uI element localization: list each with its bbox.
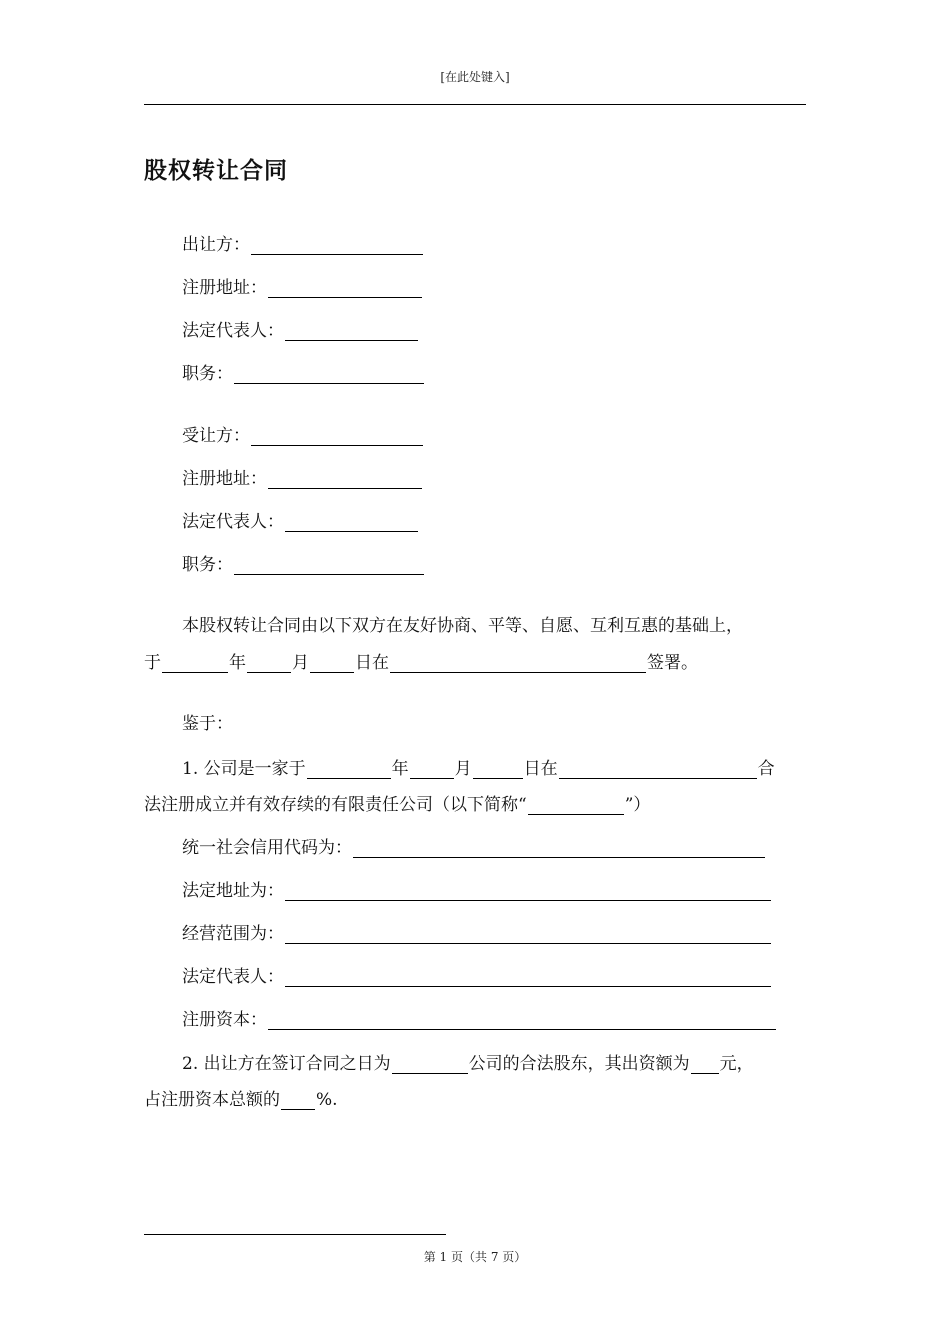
transferee-party-blank[interactable] [251,427,423,446]
item2-c: 元， [719,1054,754,1074]
item2-percent-blank[interactable] [281,1091,315,1110]
transferor-rep-label: 法定代表人： [182,321,284,341]
intro-prefix: 于 [144,653,161,673]
transferee-address-blank[interactable] [268,470,422,489]
legal-rep-row [182,967,772,987]
legal-address-row [182,881,772,901]
transferee-address-label: 注册地址： [182,469,267,489]
transferor-position-label: 职务： [182,364,233,384]
transferee-party-row [182,426,424,446]
intro-month-label: 月 [292,653,309,673]
intro-day-label: 日在 [355,653,389,673]
intro-day-blank[interactable] [310,654,354,673]
legal-address-blank[interactable] [285,882,771,901]
credit-code-blank[interactable] [353,839,765,858]
transferee-party-label: 受让方： [182,426,250,446]
page-header: [在此处键入] [440,70,510,84]
item2-b: 公司的合法股东，其出资额为 [468,1054,690,1074]
legal-address-label: 法定地址为： [182,881,284,901]
credit-code-label: 统一社会信用代码为： [182,838,352,858]
item1-tail: 合 [757,759,775,779]
transferee-rep-blank[interactable] [285,513,418,532]
transferor-party-row [182,235,424,255]
credit-code-row [182,838,766,858]
transferee-position-label: 职务： [182,555,233,575]
transferor-party-blank[interactable] [251,236,423,255]
item2-line2-a: 占注册资本总额的 [144,1090,280,1110]
whereas-item-1-line-2 [144,795,650,815]
intro-place-blank[interactable] [390,654,646,673]
item2-a: 2. 出让方在签订合同之日为 [182,1054,391,1074]
item1-day-blank[interactable] [473,760,523,779]
intro-month-blank[interactable] [247,654,291,673]
transferor-rep-blank[interactable] [285,322,418,341]
transferor-position-blank[interactable] [234,365,424,384]
intro-year-label: 年 [229,653,246,673]
item2-line2-b: %. [316,1090,338,1110]
page-footer: 第 1 页（共 7 页） [423,1250,527,1264]
registered-capital-blank[interactable] [268,1011,776,1030]
intro-line-1: 本股权转让合同由以下双方在友好协商、平等、自愿、互利互惠的基础上， [182,616,743,636]
transferor-position-row [182,364,425,384]
transferor-party-label: 出让方： [182,235,250,255]
whereas-label: 鉴于： [182,714,233,734]
intro-year-blank[interactable] [162,654,228,673]
registered-capital-label: 注册资本： [182,1010,267,1030]
item1-line2-b: ”） [624,795,651,815]
transferee-position-row [182,555,425,575]
legal-rep-label: 法定代表人： [182,967,284,987]
transferee-rep-row [182,512,419,532]
transferor-address-row [182,278,423,298]
item2-amount-blank[interactable] [691,1055,719,1074]
item1-prefix: 1. 公司是一家于 [182,759,306,779]
item1-line2-a: 法注册成立并有效存续的有限责任公司（以下简称“ [144,795,527,815]
item1-month-blank[interactable] [410,760,454,779]
item1-short-name-blank[interactable] [528,796,624,815]
document-title: 股权转让合同 [144,157,288,184]
transferor-address-label: 注册地址： [182,278,267,298]
whereas-item-2-line-1 [182,1054,754,1074]
transferor-rep-row [182,321,419,341]
transferor-address-blank[interactable] [268,279,422,298]
item2-company-blank[interactable] [392,1055,468,1074]
legal-rep-blank[interactable] [285,968,771,987]
intro-line-2 [144,653,698,673]
business-scope-row [182,924,772,944]
intro-signed: 签署。 [647,653,698,673]
item1-day-label: 日在 [523,759,558,779]
whereas-item-1-line-1 [182,759,775,779]
whereas-item-2-line-2 [144,1090,338,1110]
transferee-address-row [182,469,423,489]
item1-year-blank[interactable] [307,760,391,779]
item1-place-blank[interactable] [559,760,757,779]
header-rule [144,104,806,105]
transferee-position-blank[interactable] [234,556,424,575]
item1-month-label: 月 [454,759,472,779]
business-scope-label: 经营范围为： [182,924,284,944]
business-scope-blank[interactable] [285,925,771,944]
footer-rule [144,1234,446,1235]
registered-capital-row [182,1010,777,1030]
transferee-rep-label: 法定代表人： [182,512,284,532]
item1-year-label: 年 [391,759,409,779]
